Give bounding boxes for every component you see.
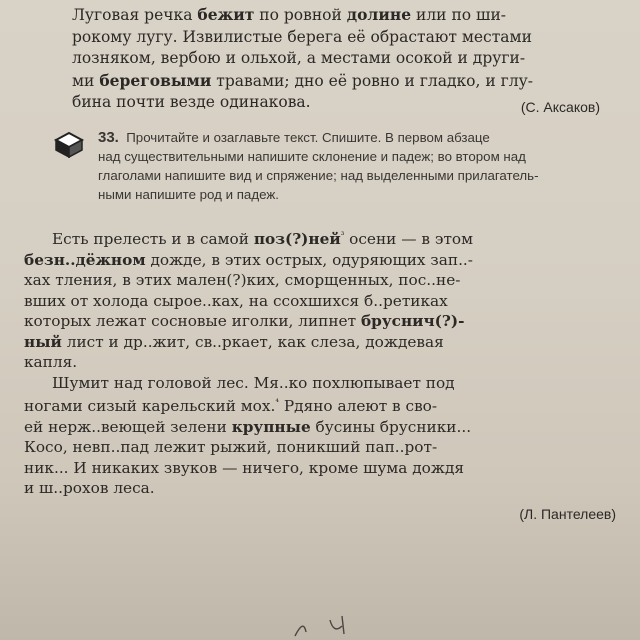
text-line: безн..дёжном дожде, в этих острых, одуряющих зап..- bbox=[24, 250, 473, 269]
text-line: рокому лугу. Извилистые берега её обрастают местами bbox=[72, 27, 532, 46]
text-line: ными напишите род и падеж. bbox=[98, 187, 279, 202]
text-line: бина почти везде одинакова. bbox=[72, 93, 311, 111]
exercise-instructions bbox=[98, 128, 640, 204]
text-line: Шумит над головой лес. Мя..ко похлюпывает под bbox=[52, 373, 455, 392]
text-line: 33. Прочитайте и озаглавьте текст. Спишите. В первом абзаце bbox=[98, 129, 490, 146]
attribution-panteleev: (Л. Пантелеев) bbox=[519, 506, 616, 522]
text-line: глаголами напишите вид и спряжение; над выделенными прилагатель- bbox=[98, 168, 539, 183]
cube-icon bbox=[52, 130, 86, 158]
text-line: ный лист и др..жит, св..ркает, как слеза, дождевая bbox=[24, 332, 444, 351]
text-line: Луговая речка бежит по ровной долине или по ши- bbox=[72, 5, 507, 24]
text-line: ногами сизый карельский мох.$^{^4}$ Рдяно алеют в сво- bbox=[24, 397, 438, 416]
text-line: Есть прелесть и в самой поз(?)ней$^{^3}$ осени — в этом bbox=[52, 230, 474, 249]
text-line: которых лежат сосновые иголки, липнет бруснич(?)- bbox=[24, 312, 465, 331]
text-line: ми береговыми травами; дно её ровно и гладко, и глу- bbox=[72, 70, 533, 90]
paragraph-aksakov bbox=[72, 4, 612, 114]
text-line: капля. bbox=[24, 353, 78, 372]
text-line: вших от холода сырое..ках, на ссохшихся б..ретиках bbox=[24, 291, 448, 310]
text-line: ник... И никаких звуков — ничего, кроме шума дождя bbox=[24, 458, 465, 477]
attribution-aksakov: (С. Аксаков) bbox=[520, 99, 600, 115]
pen-mark bbox=[290, 612, 370, 640]
text-line: Косо, невп..пад лежит рыжий, поникший пап..рот- bbox=[24, 438, 438, 457]
paragraph-panteleev bbox=[24, 226, 624, 499]
text-line: ей нерж..веющей зелени крупные бусины брусники... bbox=[24, 417, 472, 436]
exercise-number: 33. bbox=[98, 129, 119, 146]
text-line: лозняком, вербою и ольхой, а местами осокой и други- bbox=[72, 49, 526, 67]
text-line: хах тления, в этих мален(?)ких, сморщенных, пос..не- bbox=[24, 271, 461, 290]
text-line: и ш..рохов леса. bbox=[24, 479, 155, 498]
text-line: над существительными напишите склонение и падеж; во втором над bbox=[98, 149, 526, 164]
